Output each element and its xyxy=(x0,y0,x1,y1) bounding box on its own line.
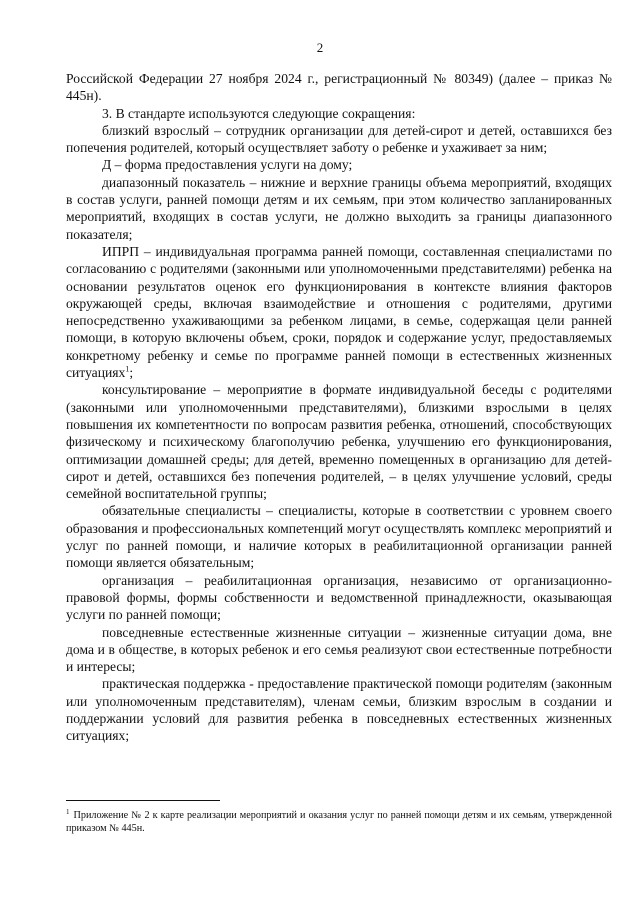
footnote-text: Приложение № 2 к карте реализации мероприятий и оказания услуг по ранней помощи детям и их семьям, утвержденной приказом № 445н. xyxy=(66,810,612,834)
page-number: 2 xyxy=(316,40,324,55)
footnote xyxy=(66,809,612,835)
iprp-text: ИПРП – индивидуальная программа ранней помощи, составленная специалистами по согласованию с родителями (законными или уполномоченными представителями) ребенка на основании результатов оценок его функционирования в контексте влияния факторов окружающей среды, включая взаимодействие и отношения с родителями, другими непосредственно ухаживающими за ребенком лицами, в семье, содержащая цели ранней помощи, в которую включены объем, сроки, порядок и содержание услуг, предоставляемых конкретному ребенку и семье по программе ранней помощи в естественных жизненных ситуациях xyxy=(66,243,612,381)
paragraph-mandatory-specialists: обязательные специалисты – специалисты, которые в соответствии с уровнем своего образования и профессиональных компетенций могут осуществлять комплекс мероприятий и услуг по ранней помощи, и наличие которых в реабилитационной организации ранней помощи является обязательным; xyxy=(66,503,612,571)
footnote-marker: 1 xyxy=(66,807,70,816)
iprp-tail: ; xyxy=(129,365,134,381)
footnote-reference: 1 xyxy=(125,364,130,374)
paragraph-organization: организация – реабилитационная организация, независимо от организационно-правовой формы, формы собственности и ведомственной принадлежности, оказывающая услуги по ранней помощи; xyxy=(66,572,612,623)
paragraph-range-indicator: диапазонный показатель – нижние и верхние границы объема мероприятий, входящих в состав услуги, ранней помощи детям и их семьям, при этом количество запланированных мероприятий, входящих в состав услуги, не должно выходить за границы диапазонного показателя; xyxy=(66,174,612,242)
paragraph-practical-support: практическая поддержка - предоставление практической помощи родителям (законным или уполномоченным представителям), членам семьи, близким взрослым в создании и поддержании условий для развития ребенка в повседневных естественных жизненных ситуациях; xyxy=(66,676,612,744)
document-body xyxy=(66,70,612,745)
paragraph-home-form: Д – форма предоставления услуги на дому; xyxy=(102,157,353,173)
paragraph-close-adult: близкий взрослый – сотрудник организации для детей-сирот и детей, оставшихся без попечения родителей, который осуществляет заботу о ребенке и ухаживает за ним; xyxy=(66,122,612,156)
paragraph-consulting: консультирование – мероприятие в формате индивидуальной беседы с родителями (законными или уполномоченными представителями), близкими взрослыми в целях повышения их компетентности по вопросам развития ребенка, отношений, способствующих физическому и психическому благополучию ребенка, улучшению его функционирования, оптимизации домашней среды; для детей, временно помещенных в организацию для детей-сирот и детей, оставшихся без попечения родителей, – в целях улучшение условий, среды семейной воспитательной группы; xyxy=(66,382,612,502)
paragraph-continuation: Российской Федерации 27 ноября 2024 г., регистрационный № 80349) (далее – приказ № 445н). xyxy=(66,71,612,104)
paragraph-abbreviations-intro: 3. В стандарте используются следующие сокращения: xyxy=(102,105,416,121)
paragraph-everyday-situations: повседневные естественные жизненные ситуации – жизненные ситуации дома, вне дома и в обществе, в которых ребенок и его семья реализуют свои естественные потребности и интересы; xyxy=(66,624,612,675)
footnote-separator xyxy=(66,800,220,801)
paragraph-iprp xyxy=(66,243,612,381)
